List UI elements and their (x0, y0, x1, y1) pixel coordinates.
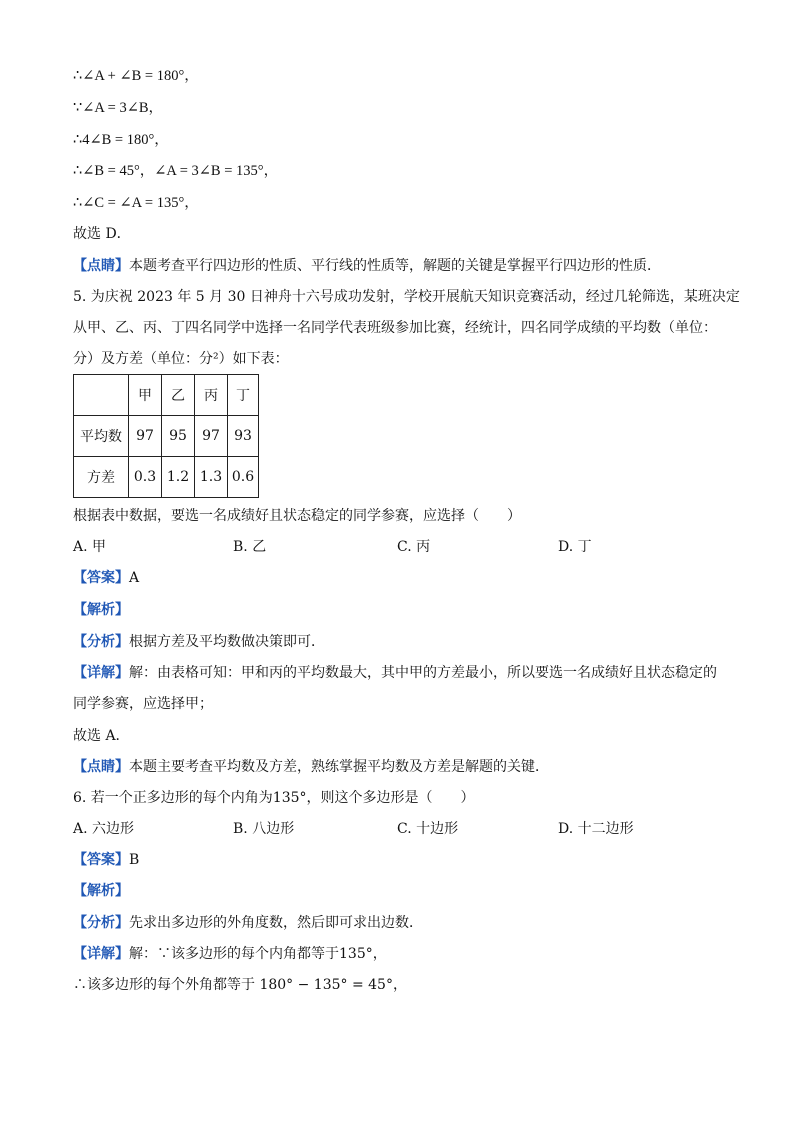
comment-tag: 【点睛】 (73, 759, 129, 775)
answer-tag: 【答案】 (73, 570, 129, 586)
table-cell: 1.2 (162, 457, 195, 498)
comment-text: 本题主要考查平均数及方差，熟练掌握平均数及方差是解题的关键． (129, 759, 549, 775)
detail-tag: 【详解】 (73, 946, 129, 962)
analysis-text: 先求出多边形的外角度数，然后即可求出边数． (129, 915, 423, 931)
table-cell: 95 (162, 416, 195, 457)
answer-line (73, 568, 139, 588)
detail-line (73, 663, 717, 683)
scores-table (73, 374, 259, 498)
option-d: D. 丁 (558, 539, 592, 555)
option-b: B. 乙 (233, 539, 267, 555)
table-cell: 丙 (195, 375, 228, 416)
option-a: A. 甲 (73, 539, 107, 555)
table-cell: 0.6 (228, 457, 259, 498)
option-d: D. 十二边形 (558, 821, 634, 837)
table-cell (74, 375, 129, 416)
option-c: C. 十边形 (397, 821, 459, 837)
detail-line (73, 944, 387, 964)
answer-tag: 【答案】 (73, 852, 129, 868)
analysis-text: 根据方差及平均数做决策即可． (129, 634, 325, 650)
solution-line: ∵∠A = 3∠B， (73, 100, 164, 116)
table-cell: 平均数 (74, 416, 129, 457)
table-cell: 1.3 (195, 457, 228, 498)
question-5-text: 从甲、乙、丙、丁四名同学中选择一名同学代表班级参加比赛，经统计，四名同学成绩的平均数（单位： (73, 320, 717, 336)
answer-line (73, 850, 139, 870)
table-cell: 乙 (162, 375, 195, 416)
choice-line: 故选 A． (73, 728, 130, 744)
answer-value: B (129, 852, 140, 868)
comment-text: 本题考查平行四边形的性质、平行线的性质等，解题的关键是掌握平行四边形的性质． (129, 258, 661, 274)
comment-tag: 【点睛】 (73, 258, 129, 274)
detail-tag: 【详解】 (73, 665, 129, 681)
question-5-text: 分）及方差（单位：分²）如下表： (73, 351, 289, 367)
table-row (74, 416, 259, 457)
solution-line: ∴4∠B = 180°， (73, 132, 169, 148)
solution-line: ∴∠A + ∠B = 180°， (73, 68, 199, 84)
table-header-row (74, 375, 259, 416)
question-6-text: 6. 若一个正多边形的每个内角为135°，则这个多边形是（ ） (73, 790, 475, 806)
solution-line: ∴∠B = 45°，∠A = 3∠B = 135°， (73, 163, 279, 179)
analysis-tag: 【解析】 (73, 883, 129, 899)
option-c: C. 丙 (397, 539, 431, 555)
detail-text: 解：由表格可知：甲和丙的平均数最大，其中甲的方差最小，所以要选一名成绩好且状态稳定的 (129, 665, 717, 681)
answer-value: A (129, 570, 140, 586)
table-cell: 97 (129, 416, 162, 457)
option-b: B. 八边形 (233, 821, 295, 837)
choice-line: 故选 D． (73, 226, 131, 242)
table-cell: 丁 (228, 375, 259, 416)
comment-line (73, 757, 549, 777)
solution-line: ∴∠C = ∠A = 135°， (73, 195, 199, 211)
table-cell: 97 (195, 416, 228, 457)
analysis-line (73, 632, 325, 652)
question-5-text: 5. 为庆祝 2023 年 5 月 30 日神舟十六号成功发射，学校开展航天知识竞赛活动，经过几轮筛选，某班决定 (73, 289, 740, 305)
detail-text: ∴该多边形的每个外角都等于 180° − 135° = 45°， (73, 977, 407, 993)
detail-text: 同学参赛，应选择甲； (73, 696, 213, 712)
analysis-tag: 【解析】 (73, 602, 129, 618)
table-cell: 方差 (74, 457, 129, 498)
analysis-sub-tag: 【分析】 (73, 634, 129, 650)
comment-line (73, 256, 661, 276)
question-5-prompt: 根据表中数据，要选一名成绩好且状态稳定的同学参赛，应选择（ ） (73, 508, 521, 524)
analysis-line (73, 913, 423, 933)
table-row (74, 457, 259, 498)
table-cell: 0.3 (129, 457, 162, 498)
table-cell: 甲 (129, 375, 162, 416)
detail-text: 解：∵该多边形的每个内角都等于135°， (129, 946, 387, 962)
analysis-sub-tag: 【分析】 (73, 915, 129, 931)
table-cell: 93 (228, 416, 259, 457)
option-a: A. 六边形 (73, 821, 135, 837)
